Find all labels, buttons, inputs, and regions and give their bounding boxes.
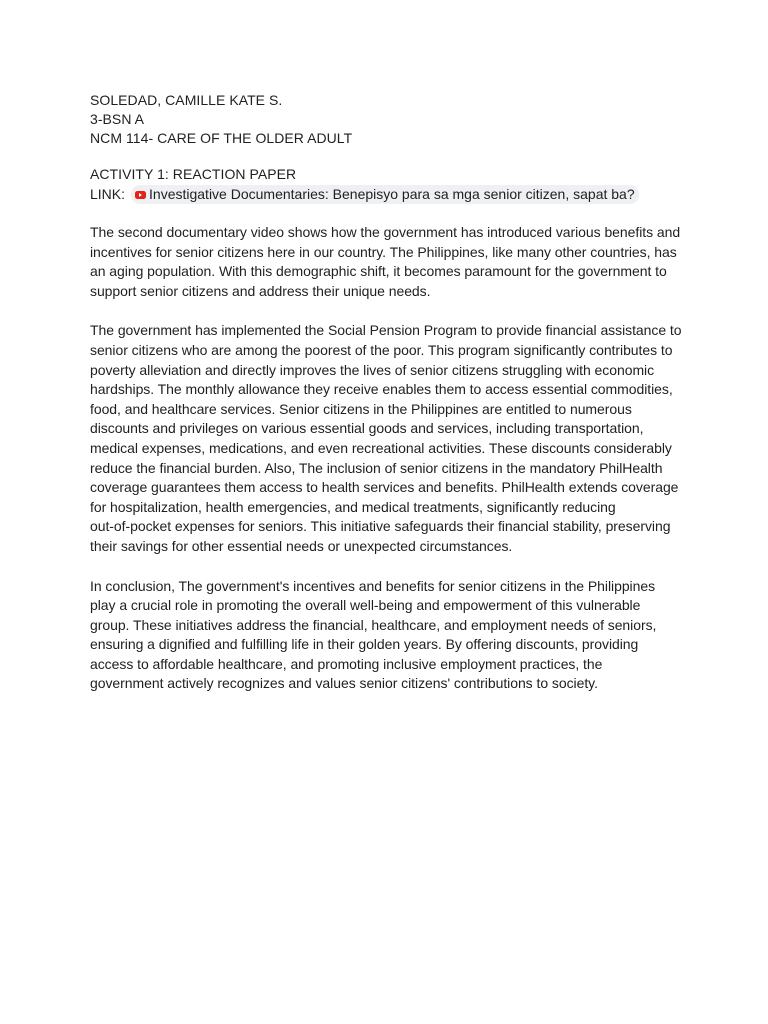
paragraph-line: government actively recognizes and values senior citizens' contributions to society. [90, 675, 598, 692]
paragraph-line: In conclusion, The government's incentives and benefits for senior citizens in the Philippines [90, 577, 656, 594]
spacer [90, 148, 690, 165]
paragraph-line: group. These initiatives address the financial, healthcare, and employment needs of seniors, [90, 616, 657, 633]
paragraph-line: their savings for other essential needs or unexpected circumstances. [90, 537, 513, 554]
paragraph-line: medical expenses, medications, and even recreational activities. These discounts considerably [90, 439, 672, 456]
paragraph-line: ensuring a dignified and fulfilling life in their golden years. By offering discounts, providing [90, 636, 639, 653]
student-section: 3-BSN A [90, 111, 145, 127]
student-name: SOLEDAD, CAMILLE KATE S. [90, 92, 283, 108]
paragraph-line: reduce the financial burden. Also, The inclusion of senior citizens in the mandatory PhilHealth [90, 459, 663, 476]
paragraph-line: The government has implemented the Social Pension Program to provide financial assistance to [90, 322, 682, 339]
document-page [90, 91, 690, 694]
course-title: NCM 114- CARE OF THE OLDER ADULT [90, 130, 353, 146]
video-link-chip[interactable] [131, 185, 639, 204]
paragraph-line: food, and healthcare services. Senior citizens in the Philippines are entitled to numerous [90, 400, 632, 417]
spacer [90, 204, 690, 223]
paragraph-line: out-of-pocket expenses for seniors. This initiative safeguards their financial stability, preserving [90, 518, 671, 535]
spacer [90, 301, 690, 321]
paragraph-line: incentives for senior citizens here in our country. The Philippines, like many other countries, has [90, 243, 677, 260]
link-row [90, 184, 690, 204]
paragraph-line: The second documentary video shows how the government has introduced various benefits and [90, 224, 681, 240]
paragraph-line: hardships. The monthly allowance they receive enables them to access essential commodities, [90, 381, 673, 398]
paragraph-line: support senior citizens and address their unique needs. [90, 282, 431, 299]
paragraph-body [90, 321, 690, 556]
paragraph-line: discounts and privileges on various essential goods and services, including transportation, [90, 420, 644, 437]
paragraph-line: an aging population. With this demographic shift, it becomes paramount for the government to [90, 263, 667, 280]
video-link-text[interactable]: Investigative Documentaries: Benepisyo para sa mga senior citizen, sapat ba? [149, 185, 635, 202]
spacer [90, 557, 690, 577]
paragraph-conclusion [90, 577, 690, 695]
link-label: LINK: [90, 185, 126, 202]
paragraph-line: senior citizens who are among the poorest of the poor. This program significantly contributes to [90, 341, 673, 358]
activity-title: ACTIVITY 1: REACTION PAPER [90, 166, 297, 182]
paragraph-line: play a crucial role in promoting the overall well-being and empowerment of this vulnerable [90, 597, 641, 614]
paragraph-intro [90, 223, 690, 301]
paragraph-line: poverty alleviation and directly improves the lives of senior citizens struggling with economic [90, 361, 655, 378]
youtube-icon [135, 191, 146, 199]
paragraph-line: coverage guarantees them access to health services and benefits. PhilHealth extends coverage [90, 479, 679, 496]
paragraph-line: access to affordable healthcare, and promoting inclusive employment practices, the [90, 655, 603, 672]
paragraph-line: for hospitalization, health emergencies, and medical treatments, significantly reducing [90, 498, 616, 515]
